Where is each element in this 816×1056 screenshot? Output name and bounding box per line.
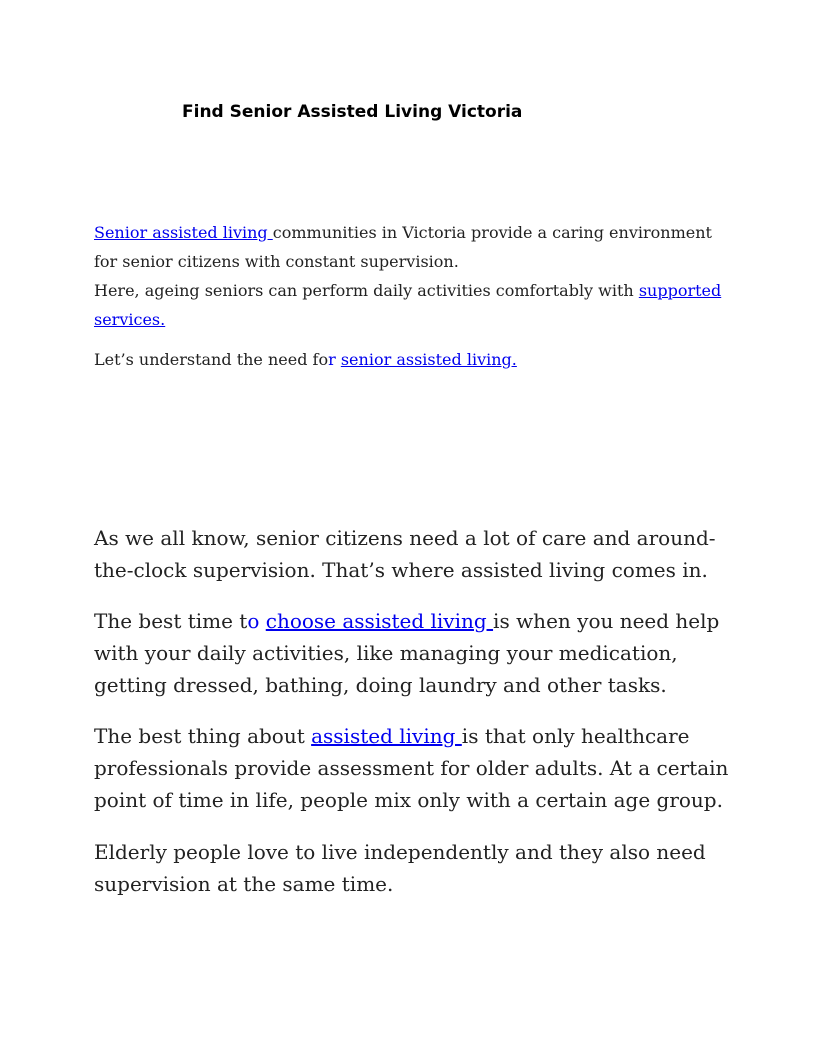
care-text: As we all know, senior citizens need a lot of care and around-the-clock supervision. That’s where assisted living comes in. xyxy=(94,526,716,582)
senior-assisted-living-link-2[interactable]: senior assisted living. xyxy=(340,350,517,369)
best-time-text: The best time t xyxy=(94,609,248,633)
best-time-text-blue: o xyxy=(247,609,266,633)
best-thing-text-2: is that only healthcare professionals provide assessment for older adults. At a certain point of time in life, people mix only with a certain age group. xyxy=(94,724,729,812)
document-title: Find Senior Assisted Living Victoria xyxy=(182,102,523,122)
need-text-blue: r xyxy=(328,350,341,369)
need-paragraph xyxy=(94,345,734,374)
assisted-living-link[interactable]: assisted living xyxy=(311,724,462,748)
best-time-text-2: is when you need help with your daily activities, like managing your medication, getting dressed, bathing, doing laundry and other tasks. xyxy=(94,609,720,697)
best-thing-text: The best thing about xyxy=(94,724,312,748)
supported-services-link[interactable]: supported services. xyxy=(94,281,722,329)
need-text: Let’s understand the need fo xyxy=(94,350,329,369)
elderly-paragraph xyxy=(94,836,754,900)
elderly-text: Elderly people love to live independently and they also need supervision at the same time. xyxy=(94,840,706,896)
intro-paragraph xyxy=(94,218,734,334)
best-time-paragraph xyxy=(94,605,754,701)
care-paragraph xyxy=(94,522,754,586)
best-thing-paragraph xyxy=(94,720,754,816)
intro-text: communities in Victoria provide a caring environment for senior citizens with constant supervision. xyxy=(94,223,712,271)
intro-text-2: Here, ageing seniors can perform daily activities comfortably with xyxy=(94,281,639,300)
choose-assisted-living-link[interactable]: choose assisted living xyxy=(265,609,494,633)
senior-assisted-living-link[interactable]: Senior assisted living xyxy=(94,223,273,242)
